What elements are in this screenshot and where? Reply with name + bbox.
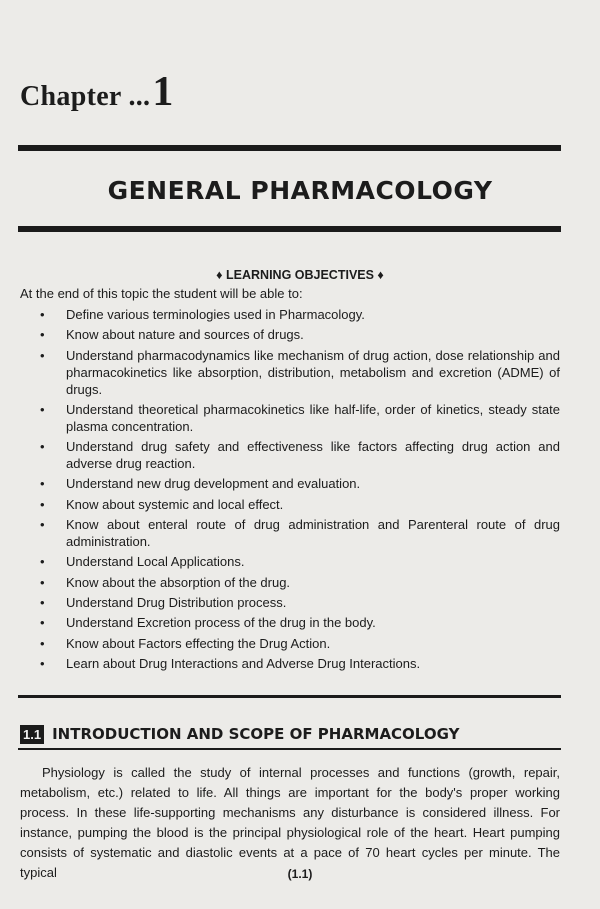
objectives-list: [20, 306, 560, 675]
objective-text: Understand Local Applications.: [66, 554, 245, 570]
list-item: [20, 516, 560, 550]
list-item: [20, 614, 560, 631]
title-rule: [18, 226, 561, 232]
bullet-icon: •: [40, 517, 45, 533]
section-rule-bottom: [18, 748, 561, 750]
section-title: INTRODUCTION AND SCOPE OF PHARMACOLOGY: [52, 725, 460, 743]
objective-text: Understand Drug Distribution process.: [66, 594, 287, 610]
objective-text: Know about nature and sources of drugs.: [66, 327, 304, 343]
section-number: 1.1: [20, 725, 44, 744]
bullet-icon: •: [40, 476, 45, 492]
objective-text: Understand pharmacodynamics like mechanism of drug action, dose relationship and pharmacokinetics like absorption, distribution, metabolism and excretion (ADME) of drugs.: [66, 347, 560, 397]
list-item: [20, 438, 560, 472]
objective-text: Understand new drug development and evaluation.: [66, 476, 361, 492]
section-rule-top: [18, 695, 561, 698]
objective-text: Know about the absorption of the drug.: [66, 574, 291, 590]
bullet-icon: •: [40, 307, 45, 322]
chapter-label: Chapter ...: [20, 81, 151, 112]
list-item: [20, 574, 560, 591]
list-item: [20, 553, 560, 570]
learning-objectives-heading: ♦ LEARNING OBJECTIVES ♦: [216, 268, 384, 282]
objective-text: Understand drug safety and effectiveness like factors affecting drug action and adverse drug reaction.: [66, 439, 560, 472]
list-item: [20, 306, 560, 323]
bullet-icon: •: [40, 496, 45, 512]
objective-text: Know about systemic and local effect.: [66, 496, 284, 512]
bullet-icon: •: [40, 327, 45, 343]
bullet-icon: •: [40, 347, 45, 363]
objective-text: Understand theoretical pharmacokinetics like half-life, order of kinetics, steady state plasma concentration.: [66, 401, 560, 434]
chapter-title: GENERAL PHARMACOLOGY: [107, 176, 493, 205]
list-item: [20, 635, 560, 652]
bullet-icon: •: [40, 655, 45, 671]
bullet-icon: •: [40, 574, 45, 590]
objective-text: Know about enteral route of drug administration and Parenteral route of drug administration.: [66, 517, 560, 550]
objective-text: Define various terminologies used in Pharmacology.: [66, 307, 365, 322]
chapter-heading: [20, 68, 174, 116]
list-item: [20, 475, 560, 492]
list-item: [20, 326, 560, 343]
chapter-number: 1: [152, 69, 174, 115]
list-item: [20, 496, 560, 513]
top-rule: [18, 145, 561, 151]
learning-objectives-intro: At the end of this topic the student will be able to:: [20, 286, 303, 301]
objective-text: Learn about Drug Interactions and Adverse Drug Interactions.: [66, 655, 421, 671]
bullet-icon: •: [40, 439, 45, 455]
bullet-icon: •: [40, 401, 45, 417]
bullet-icon: •: [40, 615, 45, 631]
list-item: [20, 594, 560, 611]
bullet-icon: •: [40, 594, 45, 610]
page-number: (1.1): [287, 867, 313, 881]
list-item: [20, 347, 560, 398]
bullet-icon: •: [40, 554, 45, 570]
list-item: [20, 401, 560, 435]
body-paragraph: Physiology is called the study of internal processes and functions (growth, repair, metabolism, etc.) related to life. All things are important for the body's proper working process. In these life-supporting mechanisms any disturbance is considered illness. For instance, pumping the blood is the principal physiological role of the heart. Heart pumping consists of systematic and diastolic events at a pace of 70 heart cycles per minute. The typical: [20, 765, 560, 880]
section-heading: [20, 723, 459, 745]
objective-text: Know about Factors effecting the Drug Action.: [66, 635, 331, 651]
list-item: [20, 655, 560, 672]
objective-text: Understand Excretion process of the drug in the body.: [66, 615, 376, 631]
bullet-icon: •: [40, 635, 45, 651]
